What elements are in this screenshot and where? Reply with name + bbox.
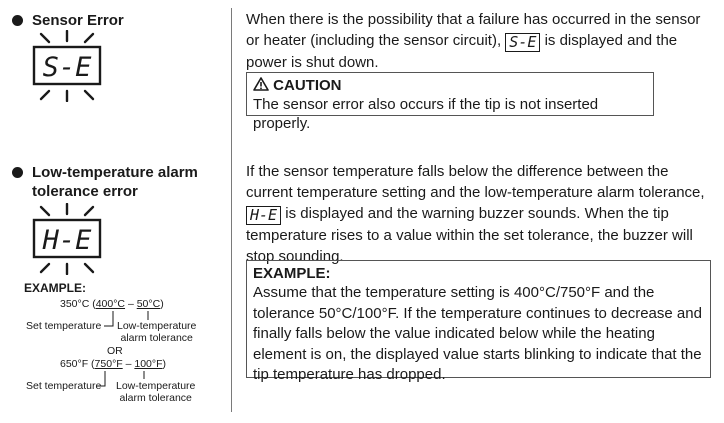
caution-box	[246, 72, 654, 132]
caution-title: CAUTION	[273, 77, 342, 94]
sensor-error-description	[246, 9, 716, 73]
low-temp-text-1: If the sensor temperature falls below the difference between the current temperature setting and the low-temperature alarm tolerance,	[246, 163, 705, 201]
low-temp-heading-line1: Low-temperature alarm	[32, 164, 198, 181]
fahrenheit-tolerance-label: Low-temperature alarm tolerance	[116, 380, 196, 404]
celsius-set-value: 400°C	[95, 298, 126, 310]
celsius-set-temperature-label: Set temperature	[26, 320, 102, 332]
low-temp-text-2: is displayed and the warning buzzer sounds. When the tip temperature rises to a value within the set tolerance, the buzzer will stop sounding.	[246, 205, 693, 265]
fahrenheit-set-temperature-label: Set temperature	[26, 380, 102, 392]
example-box-text: Assume that the temperature setting is 400°C/750°F and the tolerance 50°C/100°F. If the temperature continues to decrease and finally falls below the value indicated below while the heating element is on, the displayed value starts blinking to indicate that the tip temperature has dropped.	[253, 284, 702, 383]
fahrenheit-formula: 650°F (750°F – 100°F)	[60, 358, 167, 370]
sensor-error-inline-code: S-E	[505, 33, 540, 52]
low-temp-display-code: H-E	[42, 225, 92, 256]
or-label: OR	[107, 345, 123, 357]
warning-triangle-icon	[253, 77, 269, 91]
caution-title-row	[253, 76, 647, 95]
sensor-error-heading-text: Sensor Error	[32, 12, 124, 29]
celsius-tolerance-value: 50°C	[136, 298, 161, 310]
sensor-error-display-code: S-E	[42, 52, 92, 83]
low-temp-description	[246, 161, 716, 267]
low-temp-heading-line2: tolerance error	[32, 183, 138, 200]
example-label: EXAMPLE:	[24, 281, 87, 295]
fahrenheit-set-value: 750°F	[94, 358, 123, 370]
low-temp-inline-code: H-E	[246, 206, 281, 225]
example-box	[246, 260, 711, 383]
fahrenheit-tolerance-value: 100°F	[134, 358, 163, 370]
sensor-error-text-2: is displayed and the power is shut down.	[246, 32, 678, 71]
caution-text: The sensor error also occurs if the tip is not inserted properly.	[253, 96, 599, 132]
celsius-formula: 350°C (400°C – 50°C)	[60, 298, 164, 310]
sensor-error-text-1: When there is the possibility that a failure has occurred in the sensor or heater (including the sensor circuit),	[246, 11, 701, 49]
example-box-title: EXAMPLE:	[253, 265, 331, 282]
celsius-tolerance-label: Low-temperature alarm tolerance	[117, 320, 197, 344]
